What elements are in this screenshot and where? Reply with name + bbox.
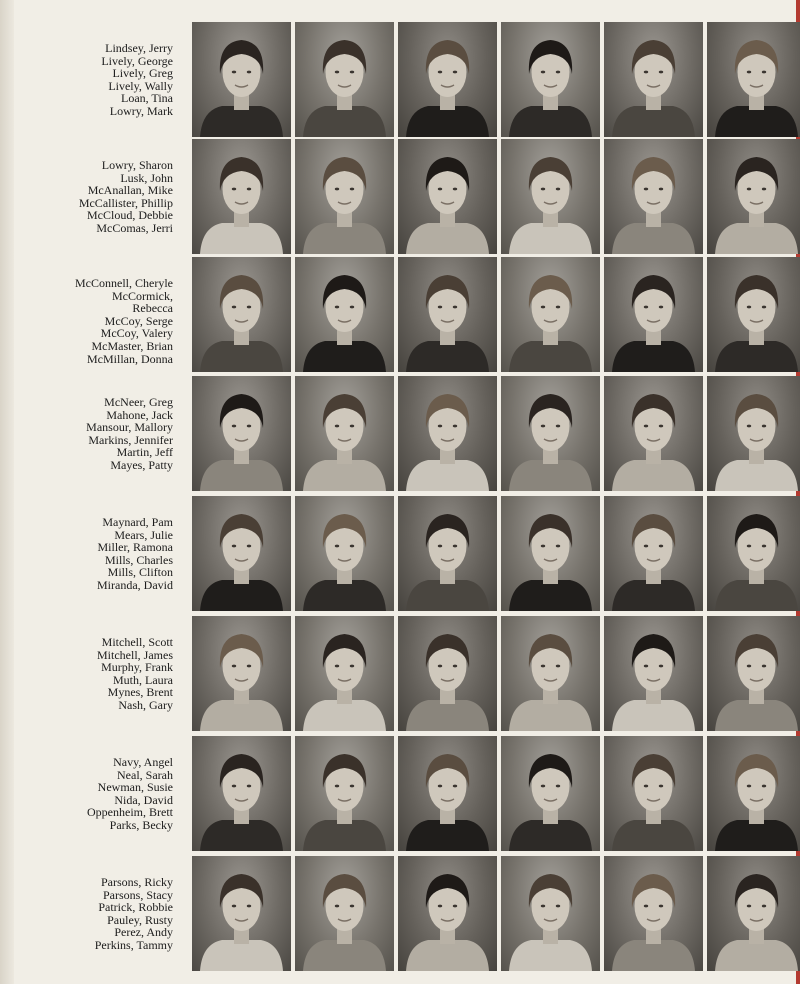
- name-list: [20, 159, 173, 235]
- portrait-silhouette-icon: [501, 257, 600, 372]
- portrait-silhouette-icon: [398, 376, 497, 491]
- student-portrait: [295, 616, 394, 731]
- student-portrait: [604, 139, 703, 254]
- portrait-silhouette-icon: [604, 616, 703, 731]
- student-name: McConnell, Cheryle: [75, 276, 173, 290]
- portrait-silhouette-icon: [398, 257, 497, 372]
- student-name: Nash, Gary: [118, 697, 173, 712]
- portrait-silhouette-icon: [398, 736, 497, 851]
- portrait-silhouette-icon: [501, 376, 600, 491]
- student-name: Lively, Wally: [108, 78, 173, 93]
- student-name: McCallister, Phillip: [78, 195, 173, 210]
- portrait-silhouette-icon: [604, 736, 703, 851]
- portrait-silhouette-icon: [192, 616, 291, 731]
- portrait-silhouette-icon: [604, 139, 703, 254]
- student-name: Oppenheim, Brett: [87, 805, 173, 820]
- student-portrait: [707, 616, 800, 731]
- portrait-silhouette-icon: [192, 139, 291, 254]
- portrait-silhouette-icon: [501, 22, 600, 137]
- name-list: [20, 876, 173, 952]
- student-portrait: [707, 139, 800, 254]
- student-name: Newman, Susie: [97, 780, 173, 795]
- student-portrait: [192, 736, 291, 851]
- portrait-row: [0, 616, 800, 733]
- student-name: Lindsey, Jerry: [105, 41, 173, 55]
- student-portrait: [501, 736, 600, 851]
- student-name: McMaster, Brian: [91, 338, 173, 353]
- portrait-silhouette-icon: [604, 376, 703, 491]
- student-name: Martin, Jeff: [116, 445, 173, 460]
- student-name: Perez, Andy: [114, 925, 173, 940]
- name-list: [20, 277, 173, 365]
- portrait-silhouette-icon: [707, 376, 800, 491]
- name-list: [20, 516, 173, 592]
- student-portrait: [501, 376, 600, 491]
- student-name: Parsons, Ricky: [101, 875, 173, 889]
- student-portrait: [604, 736, 703, 851]
- student-name: Mitchell, Scott: [101, 635, 173, 649]
- portrait-silhouette-icon: [295, 496, 394, 611]
- student-portrait: [295, 736, 394, 851]
- portrait-silhouette-icon: [501, 736, 600, 851]
- portrait-silhouette-icon: [192, 376, 291, 491]
- portrait-row: [0, 257, 800, 374]
- name-list: [20, 396, 173, 472]
- portrait-silhouette-icon: [192, 22, 291, 137]
- student-name: Navy, Angel: [113, 755, 173, 769]
- student-portrait: [501, 257, 600, 372]
- student-name: McCloud, Debbie: [87, 208, 173, 223]
- portrait-silhouette-icon: [295, 736, 394, 851]
- student-name: Lowry, Mark: [109, 103, 173, 118]
- student-portrait: [192, 257, 291, 372]
- student-portrait: [707, 736, 800, 851]
- student-name: McComas, Jerri: [96, 220, 173, 235]
- student-portrait: [295, 376, 394, 491]
- student-portrait: [192, 856, 291, 971]
- student-name: McCormick,: [112, 288, 173, 303]
- portrait-silhouette-icon: [295, 616, 394, 731]
- student-portrait: [192, 22, 291, 137]
- student-name: Patrick, Robbie: [98, 900, 173, 915]
- portrait-row: [0, 22, 800, 139]
- portrait-silhouette-icon: [604, 22, 703, 137]
- student-portrait: [501, 139, 600, 254]
- student-portrait: [398, 139, 497, 254]
- student-name: Murphy, Frank: [101, 660, 173, 675]
- portrait-silhouette-icon: [707, 257, 800, 372]
- portrait-silhouette-icon: [604, 257, 703, 372]
- student-portrait: [295, 22, 394, 137]
- student-name: McCoy, Serge: [104, 313, 173, 328]
- photo-strip: [192, 856, 800, 971]
- student-name: Mitchell, James: [97, 647, 173, 662]
- portrait-silhouette-icon: [398, 856, 497, 971]
- portrait-silhouette-icon: [295, 257, 394, 372]
- student-portrait: [707, 496, 800, 611]
- name-list: [20, 756, 173, 832]
- student-portrait: [604, 616, 703, 731]
- student-portrait: [604, 22, 703, 137]
- student-name: Mahone, Jack: [106, 407, 173, 422]
- student-name: Lusk, John: [120, 170, 173, 185]
- portrait-silhouette-icon: [398, 616, 497, 731]
- portrait-silhouette-icon: [501, 139, 600, 254]
- student-portrait: [398, 257, 497, 372]
- portrait-row: [0, 856, 800, 973]
- portrait-row: [0, 496, 800, 613]
- portrait-silhouette-icon: [707, 496, 800, 611]
- portrait-silhouette-icon: [192, 496, 291, 611]
- student-name: Lively, George: [101, 53, 173, 68]
- portrait-row: [0, 139, 800, 256]
- portrait-silhouette-icon: [707, 22, 800, 137]
- student-portrait: [501, 616, 600, 731]
- portrait-silhouette-icon: [295, 376, 394, 491]
- student-name: Neal, Sarah: [117, 767, 173, 782]
- student-portrait: [398, 376, 497, 491]
- photo-strip: [192, 22, 800, 137]
- portrait-silhouette-icon: [192, 856, 291, 971]
- student-portrait: [604, 376, 703, 491]
- student-name: Lowry, Sharon: [101, 158, 173, 172]
- student-portrait: [604, 856, 703, 971]
- student-name: Mayes, Patty: [110, 457, 173, 472]
- student-portrait: [192, 139, 291, 254]
- portrait-row: [0, 736, 800, 853]
- student-name: Pauley, Rusty: [107, 912, 173, 927]
- student-name: Parsons, Stacy: [103, 887, 173, 902]
- student-name: Perkins, Tammy: [94, 937, 173, 952]
- student-name: Mills, Charles: [105, 552, 173, 567]
- portrait-silhouette-icon: [707, 856, 800, 971]
- portrait-silhouette-icon: [295, 856, 394, 971]
- student-portrait: [604, 496, 703, 611]
- portrait-silhouette-icon: [707, 139, 800, 254]
- portrait-silhouette-icon: [501, 856, 600, 971]
- student-portrait: [398, 22, 497, 137]
- student-name: Maynard, Pam: [102, 515, 173, 529]
- portrait-silhouette-icon: [192, 736, 291, 851]
- student-name: Mansour, Mallory: [86, 420, 173, 435]
- student-portrait: [501, 856, 600, 971]
- portrait-row: [0, 376, 800, 493]
- portrait-silhouette-icon: [398, 22, 497, 137]
- student-name: Mynes, Brent: [107, 685, 173, 700]
- student-name: Lively, Greg: [112, 66, 173, 81]
- portrait-silhouette-icon: [501, 616, 600, 731]
- portrait-silhouette-icon: [295, 139, 394, 254]
- student-name: Rebecca: [132, 301, 173, 316]
- name-list: [20, 636, 173, 712]
- student-portrait: [192, 496, 291, 611]
- student-name: Miller, Ramona: [97, 540, 173, 555]
- student-portrait: [295, 257, 394, 372]
- student-portrait: [707, 376, 800, 491]
- student-portrait: [707, 257, 800, 372]
- portrait-silhouette-icon: [707, 736, 800, 851]
- portrait-silhouette-icon: [707, 616, 800, 731]
- student-name: Mills, Clifton: [107, 565, 173, 580]
- student-name: Mears, Julie: [114, 527, 173, 542]
- photo-strip: [192, 616, 800, 731]
- student-portrait: [707, 22, 800, 137]
- photo-strip: [192, 376, 800, 491]
- student-name: Miranda, David: [97, 577, 173, 592]
- student-portrait: [398, 856, 497, 971]
- student-name: Markins, Jennifer: [88, 432, 173, 447]
- portrait-silhouette-icon: [295, 22, 394, 137]
- student-name: McAnallan, Mike: [87, 183, 173, 198]
- name-list: [20, 42, 173, 118]
- student-portrait: [501, 22, 600, 137]
- student-portrait: [398, 496, 497, 611]
- photo-strip: [192, 139, 800, 254]
- student-portrait: [295, 496, 394, 611]
- photo-strip: [192, 257, 800, 372]
- portrait-silhouette-icon: [192, 257, 291, 372]
- student-name: McMillan, Donna: [87, 351, 173, 366]
- student-name: Loan, Tina: [120, 91, 173, 106]
- student-name: Nida, David: [114, 792, 173, 807]
- photo-strip: [192, 736, 800, 851]
- student-portrait: [192, 376, 291, 491]
- portrait-silhouette-icon: [501, 496, 600, 611]
- student-name: Muth, Laura: [113, 672, 173, 687]
- student-portrait: [707, 856, 800, 971]
- student-portrait: [295, 139, 394, 254]
- student-portrait: [295, 856, 394, 971]
- portrait-silhouette-icon: [398, 139, 497, 254]
- student-name: McCoy, Valery: [100, 326, 173, 341]
- student-portrait: [398, 736, 497, 851]
- student-portrait: [192, 616, 291, 731]
- student-portrait: [398, 616, 497, 731]
- student-portrait: [501, 496, 600, 611]
- portrait-silhouette-icon: [604, 856, 703, 971]
- portrait-silhouette-icon: [604, 496, 703, 611]
- student-portrait: [604, 257, 703, 372]
- student-name: McNeer, Greg: [104, 395, 173, 409]
- photo-strip: [192, 496, 800, 611]
- student-name: Parks, Becky: [109, 817, 173, 832]
- portrait-silhouette-icon: [398, 496, 497, 611]
